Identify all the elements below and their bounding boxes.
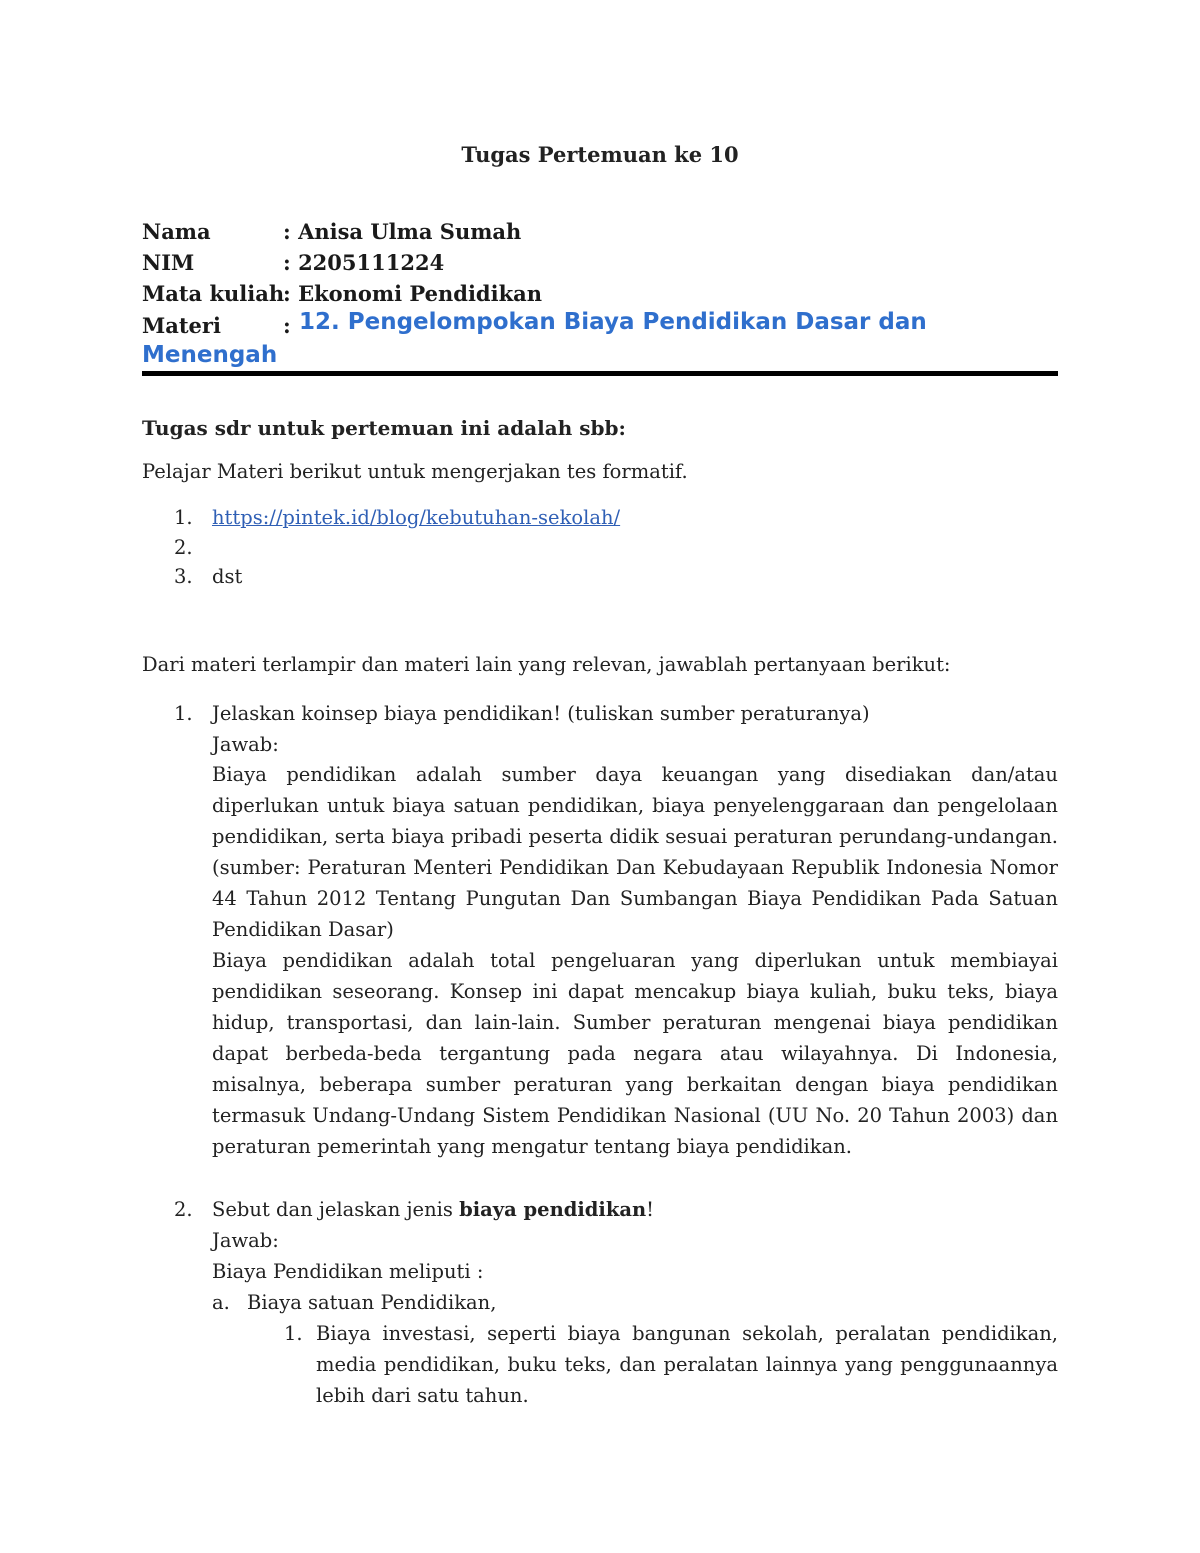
nim-value: : 2205111224 [283,250,445,275]
q2-answer-intro: Biaya Pendidikan meliputi : [212,1260,484,1283]
q2-item-a-label: a. [212,1291,230,1314]
materi-value-line2: Menengah [142,342,278,368]
q2-number: 2. [174,1198,193,1221]
q2-question-post: ! [646,1198,654,1221]
task-list-num-1: 1. [174,506,193,529]
header-divider [142,371,1058,376]
questions-intro: Dari materi terlampir dan materi lain yang relevan, jawablah pertanyaan berikut: [142,653,951,676]
q2-question-bold: biaya pendidikan [459,1198,647,1221]
materi-value-line1: 12. Pengelompokan Biaya Pendidikan Dasar dan [299,309,927,335]
task-heading: Tugas sdr untuk pertemuan ini adalah sbb: [142,416,626,440]
q1-answer-paragraph-2: Biaya pendidikan adalah total pengeluaran yang diperlukan untuk membiayai pendidikan seseorang. Konsep ini dapat mencakup biaya kuliah, buku teks, biaya hidup, transportasi, dan lain-lain. Sumber peraturan mengenai biaya pendidikan dapat berbeda-beda tergantung pada negara atau wilayahnya. Di Indonesia, misalnya, beberapa sumber peraturan yang berkaitan dengan biaya pendidikan termasuk Undang-Undang Sistem Pendidikan Nasional (UU No. 20 Tahun 2003) dan peraturan pemerintah yang mengatur tentang biaya pendidikan. [212,949,1058,1158]
q2-sub-item-text: Biaya investasi, seperti biaya bangunan sekolah, peralatan pendidikan, media pendidikan, buku teks, dan peralatan lainnya yang penggunaannya lebih dari satu tahun. [316,1322,1058,1407]
q1-number: 1. [174,702,193,725]
task-intro: Pelajar Materi berikut untuk mengerjakan tes formatif. [142,460,688,483]
q2-jawab-label: Jawab: [212,1229,279,1252]
q2-item-a-text: Biaya satuan Pendidikan, [247,1291,497,1314]
q1-question: Jelaskan koinsep biaya pendidikan! (tuliskan sumber peraturanya) [212,702,870,725]
matakuliah-value: : Ekonomi Pendidikan [283,281,543,306]
q2-sub-item-number: 1. [284,1322,303,1345]
nama-value: : Anisa Ulma Sumah [283,219,522,244]
q2-question-pre: Sebut dan jelaskan jenis [212,1198,460,1221]
matakuliah-label: Mata kuliah [142,281,285,306]
page-title: Tugas Pertemuan ke 10 [461,142,739,167]
materi-colon: : [283,313,291,338]
q1-answer-paragraph-1: Biaya pendidikan adalah sumber daya keuangan yang disediakan dan/atau diperlukan untuk biaya satuan pendidikan, biaya penyelenggaraan dan pengelolaan pendidikan, serta biaya pribadi peserta didik sesuai peraturan perundang-undangan. (sumber: Peraturan Menteri Pendidikan Dan Kebudayaan Republik Indonesia Nomor 44 Tahun 2012 Tentang Pungutan Dan Sumbangan Biaya Pendidikan Pada Satuan Pendidikan Dasar) [212,763,1058,941]
task-list-link[interactable]: https://pintek.id/blog/kebutuhan-sekolah/ [212,506,621,529]
task-list-num-2: 2. [174,536,193,559]
q2-question [212,1198,654,1221]
task-list-num-3: 3. [174,565,193,588]
nim-label: NIM [142,250,195,275]
q1-jawab-label: Jawab: [212,733,279,756]
materi-label: Materi [142,313,221,338]
task-list-text-3: dst [212,565,243,588]
nama-label: Nama [142,219,211,244]
